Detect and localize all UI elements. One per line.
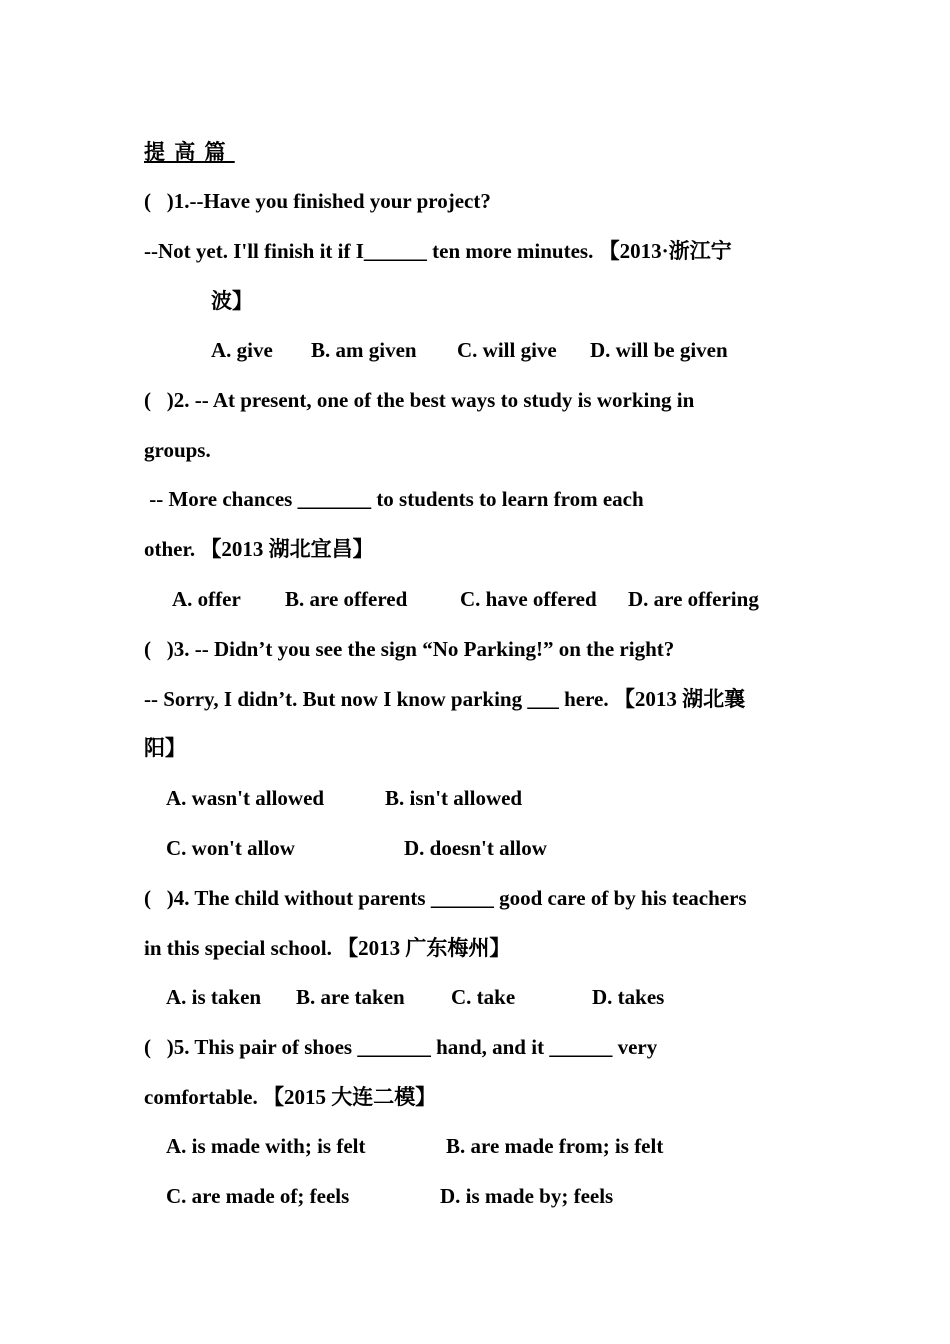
question-5-option-d: D. is made by; feels (440, 1184, 614, 1208)
question-3-option-c: C. won't allow (166, 836, 295, 860)
question-4-option-c: C. take (451, 985, 516, 1009)
question-4-option-a: A. is taken (166, 985, 262, 1009)
question-5-option-b: B. are made from; is felt (446, 1134, 664, 1158)
question-1-option-b: B. am given (311, 338, 417, 362)
question-5-option-c: C. are made of; feels (166, 1184, 350, 1208)
question-2-reply-cont: other. 【2013 湖北宜昌】 (144, 537, 374, 561)
question-4-option-d: D. takes (592, 985, 665, 1009)
question-5-stem: ( )5. This pair of shoes _______ hand, and it ______ very (144, 1035, 658, 1059)
question-1-stem: ( )1.--Have you finished your project? (144, 189, 491, 213)
question-2-option-a: A. offer (172, 587, 241, 611)
question-2-reply: -- More chances _______ to students to learn from each (144, 487, 644, 511)
question-3-reply: -- Sorry, I didn’t. But now I know parking ___ here. 【2013 湖北襄 (144, 687, 746, 711)
question-1-reply: --Not yet. I'll finish it if I______ ten more minutes. 【2013·浙江宁 (144, 239, 732, 263)
question-2-option-c: C. have offered (460, 587, 597, 611)
question-2-stem: ( )2. -- At present, one of the best ways to study is working in (144, 388, 695, 412)
question-4-stem-cont: in this special school. 【2013 广东梅州】 (144, 936, 511, 960)
question-2-stem-cont: groups. (144, 438, 211, 462)
question-5-stem-cont: comfortable. 【2015 大连二模】 (144, 1085, 437, 1109)
question-1-option-a: A. give (211, 338, 273, 362)
question-2-option-b: B. are offered (285, 587, 408, 611)
question-3-option-d: D. doesn't allow (404, 836, 547, 860)
section-heading: 提 高 篇 (144, 140, 235, 164)
question-4-stem: ( )4. The child without parents ______ good care of by his teachers (144, 886, 747, 910)
question-2-option-d: D. are offering (628, 587, 759, 611)
question-3-source-cont: 阳】 (144, 736, 186, 760)
question-3-option-b: B. isn't allowed (385, 786, 523, 810)
question-4-option-b: B. are taken (296, 985, 405, 1009)
question-1-option-d: D. will be given (590, 338, 728, 362)
question-1-option-c: C. will give (457, 338, 557, 362)
question-1-source-cont: 波】 (211, 289, 253, 313)
question-3-stem: ( )3. -- Didn’t you see the sign “No Parking!” on the right? (144, 637, 675, 661)
question-3-option-a: A. wasn't allowed (166, 786, 325, 810)
question-5-option-a: A. is made with; is felt (166, 1134, 366, 1158)
